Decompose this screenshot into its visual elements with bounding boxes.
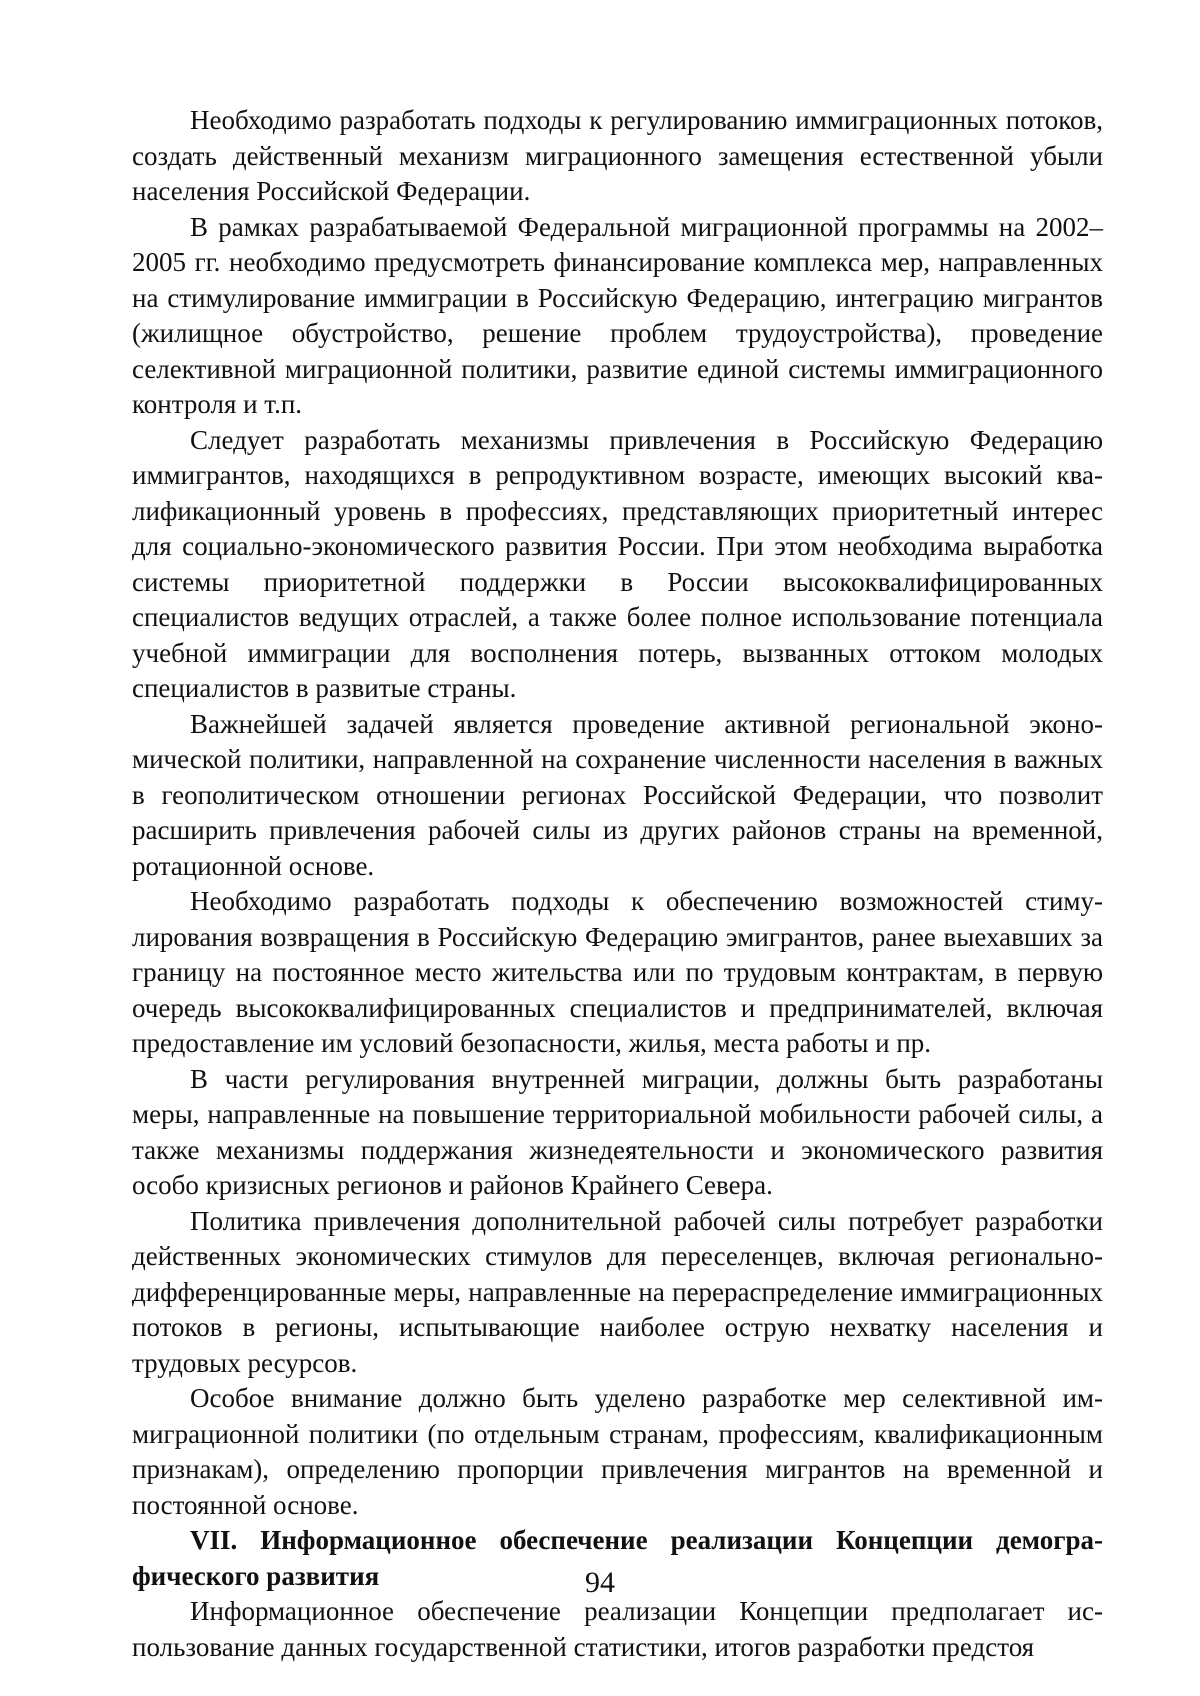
page-number: 94 xyxy=(585,1566,615,1599)
paragraph-immigration-approaches: Необходимо разработать подходы к регулированию иммиграционных потоков, создать действенный механизм миграционного замещения естественной убыли населения Российской Федерации. xyxy=(132,105,1103,206)
paragraph-labor-force-policy: Политика привлечения дополнительной рабочей силы потребует разработки действенных экономических стимулов для переселенцев, включая регионально-дифференцированные меры, направленные на перераспределение иммиграционных потоков в регионы, испытывающие наиболее острую нехватку населения и трудовых ресурсов. xyxy=(132,1205,1103,1378)
paragraph-return-of-emigrants: Необходимо разработать подходы к обеспечению возможностей стимулирования возвращения в Российскую Федерацию эмигрантов, ранее выехавших за границу на постоянное место жительства или по трудовым контрактам, в первую очередь высококвалифицированных специалистов и предпринимателей, включая предоставление им условий безопасности, жилья, места работы и пр. xyxy=(132,886,1103,1058)
paragraph-federal-migration-program: В рамках разрабатываемой Федеральной миграционной программы на 2002–2005 гг. необходимо предусмотреть финансирование комплекса мер, направленных на стимулирование иммиграции в Российскую Федерацию, интеграцию мигрантов (жилищное обустройство, решение проблем трудоустройства), проведение селективной миграционной политики, развитие единой системы иммиграционного контроля и т.п. xyxy=(132,211,1103,419)
section-heading: VII. Информационное обеспечение реализации Концепции демографического развития xyxy=(132,1525,1103,1591)
paragraph-regional-policy: Важнейшей задачей является проведение активной региональной экономической политики, направленной на сохранение численности населения в важных в геополитическом отношении регионах Российской Федерации, что позволит расширить привлечения рабочей силы из других районов страны на временной, ротационной основе. xyxy=(132,708,1103,881)
paragraph-selective-immigration: Особое внимание должно быть уделено разработке мер селективной иммиграционной политики (по отдельным странам, профессиям, квалификационным признакам), определению пропорции привлечения мигрантов на временной и постоянной основе. xyxy=(132,1383,1103,1520)
paragraph-information-support: Информационное обеспечение реализации Концепции предполагает использование данных государственной статистики, итогов разработки предстоя xyxy=(132,1596,1103,1662)
paragraph-attracting-immigrants: Следует разработать механизмы привлечения в Российскую Федерацию иммигрантов, находящихся в репродуктивном возрасте, имеющих высокий квалификационный уровень в профессиях, представляющих приоритетный интерес для социально-экономического развития России. При этом необходима выработка системы приоритетной поддержки в России высококвалифицированных специалистов ведущих отраслей, а также более полное использование потенциала учебной иммиграции для восполнения потерь, вызванных оттоком молодых специалистов в развитые страны. xyxy=(132,424,1103,703)
document-body xyxy=(132,103,1103,1665)
paragraph-internal-migration: В части регулирования внутренней миграции, должны быть разработаны меры, направленные на повышение территориальной мобильности рабочей силы, а также механизмы поддержания жизнедеятельности и экономического развития особо кризисных регионов и районов Крайнего Севера. xyxy=(132,1063,1103,1200)
